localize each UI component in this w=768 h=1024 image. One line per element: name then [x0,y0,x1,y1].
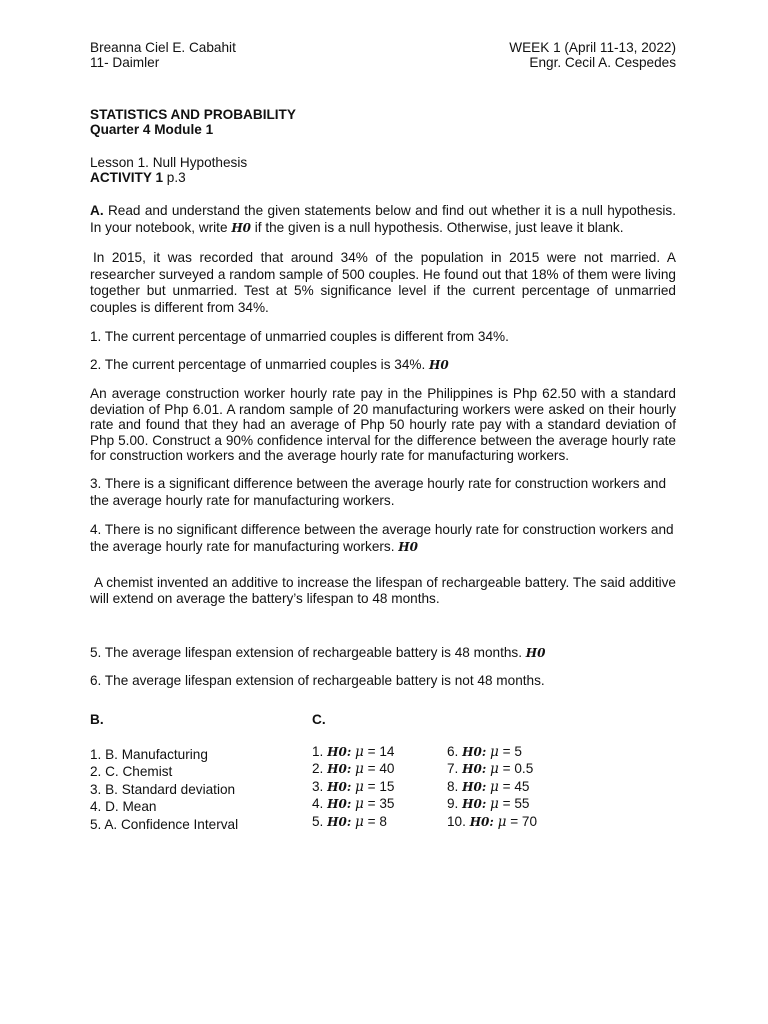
section-c-label: C. [312,711,326,727]
scenario-1: In 2015, it was recorded that around 34% of the population in 2015 were not married. A researcher surveyed a random sample of 500 couples. He found out that 18% of them were living together but unmarried. Test at 5% significance level if the current percentage of unmarried couples is different from 34%. [90,250,676,315]
header-right [509,40,676,70]
answer-value: = 5 [502,743,522,759]
answers-section [90,712,676,842]
mu-symbol: μ [490,743,499,760]
mu-symbol: μ [355,796,364,813]
h0-symbol: H0 [462,779,482,794]
section-c-answer: 3. H0: μ = 15 [312,778,395,795]
answer-value: = 14 [367,743,395,759]
item-4-text: 4. There is no significant difference between the average hourly rate for construction workers and the average hourly rate for manufacturing workers. [90,521,674,554]
answer-value: = 35 [367,796,395,812]
h0-symbol: H0 [231,220,251,235]
section-c-answer: 9. H0: μ = 55 [447,796,530,813]
item-6 [90,673,676,688]
answer-number: 2. [312,761,324,777]
activity-label: ACTIVITY 1 [90,170,164,185]
lesson-name: Lesson 1. Null Hypothesis [90,155,248,170]
answer-number: 7. [447,761,459,777]
scenario-3: A chemist invented an additive to increase the lifespan of rechargeable battery. The said additive will extend on average the battery’s lifespan to 48 months. [90,574,676,606]
section-c-answer: 1. H0: μ = 14 [312,743,395,760]
item-1 [90,329,676,344]
h0-symbol: H0 [327,762,347,777]
h0-symbol: H0 [327,744,347,759]
section-c-answer: 10. H0: μ = 70 [447,813,538,830]
item-6-text: 6. The average lifespan extension of rechargeable battery is not 48 months. [90,672,545,688]
mu-symbol: μ [490,796,499,813]
h0-mark: H0 [398,540,418,554]
section-c-answer: 8. H0: μ = 45 [447,778,530,795]
item-2-text: 2. The current percentage of unmarried couples is 34%. [90,357,426,372]
section-b-answer: 2. C. Chemist [90,764,173,780]
answer-number: 3. [312,778,324,794]
h0-symbol: H0 [327,814,347,829]
week-label: WEEK 1 (April 11-13, 2022) [509,40,676,55]
mu-symbol: μ [497,813,507,830]
section-b-column [90,712,300,834]
section-b-answer: 5. A. Confidence Interval [90,816,239,832]
answer-value: = 45 [502,778,530,794]
mu-symbol: μ [355,778,364,795]
header-left [90,40,236,70]
title-block [90,107,676,137]
section-a-label: A. [90,203,104,218]
h0-mark: H0 [525,645,546,660]
answer-value: = 8 [367,813,387,829]
h0-symbol: H0 [462,797,482,812]
section-c-answer: 5. H0: μ = 8 [312,813,387,830]
scenario-2: An average construction worker hourly rate pay in the Philippines is Php 62.50 with a standard deviation of Php 6.01. A random sample of 20 manufacturing workers were asked on their hourly rate and found that they had an average of Php 50 hourly rate pay with a standard deviation of Php 5.00. Construct a 90% confidence interval for the difference between the average hourly rate for construction workers and the average hourly rate for manufacturing workers. [90,386,676,463]
h0-symbol: H0 [462,744,482,759]
section-a-instructions [90,203,676,236]
h0-symbol: H0 [462,762,482,777]
answer-number: 9. [447,796,459,812]
section-c-answer: 4. H0: μ = 35 [312,796,395,813]
mu-symbol: μ [490,778,499,795]
section-c-answer: 6. H0: μ = 5 [447,743,522,760]
lesson-block [90,155,676,185]
section-a-text-before: Read and understand the given statements below and find out whether it is a null hypothesis. In your notebook, write [90,203,676,235]
section-c-column-1 [312,712,442,831]
module-title: Quarter 4 Module 1 [90,122,214,137]
h0-symbol: H0 [327,797,347,812]
section-b-answer: 3. B. Standard deviation [90,781,236,797]
mu-symbol: μ [490,761,499,778]
answer-number: 6. [447,743,459,759]
student-name: Breanna Ciel E. Cabahit [90,40,236,55]
activity-line [90,170,676,185]
section-b-label: B. [90,711,104,727]
item-5-text: 5. The average lifespan extension of rechargeable battery is 48 months. [90,644,522,660]
answer-value: = 15 [367,778,395,794]
answer-value: = 55 [502,796,530,812]
item-4 [90,521,676,557]
document-header [90,40,676,70]
subject-title: STATISTICS AND PROBABILITY [90,107,296,122]
section-c-answer: 2. H0: μ = 40 [312,761,395,778]
h0-symbol: H0 [327,779,347,794]
student-section: 11- Daimler [90,55,160,70]
answer-number: 1. [312,743,324,759]
section-c-column-2 [447,712,597,831]
teacher-name: Engr. Cecil A. Cespedes [529,55,676,70]
item-3-text: 3. There is a significant difference between the average hourly rate for construction workers and the average hourly rate for manufacturing workers. [90,475,667,508]
h0-mark: H0 [429,358,449,372]
item-1-text: 1. The current percentage of unmarried couples is different from 34%. [90,329,509,344]
section-c-list-2 [447,743,597,831]
answer-number: 8. [447,778,459,794]
mu-symbol: μ [355,743,364,760]
item-5 [90,645,676,661]
h0-symbol: H0 [469,814,490,829]
section-c-answer: 7. H0: μ = 0.5 [447,761,534,778]
section-b-answer: 1. B. Manufacturing [90,746,208,762]
section-a-text-after: if the given is a null hypothesis. Otherwise, just leave it blank. [251,219,624,235]
answer-number: 10. [447,813,466,829]
section-b-answer: 4. D. Mean [90,799,157,815]
mu-symbol: μ [355,761,364,778]
answer-number: 4. [312,796,324,812]
section-b-list [90,746,300,834]
activity-page: p.3 [163,170,186,185]
answer-value: = 70 [510,813,538,829]
item-2 [90,357,676,373]
answer-number: 5. [312,813,324,829]
answer-value: = 0.5 [502,761,534,777]
section-c-list-1 [312,743,442,831]
mu-symbol: μ [355,813,364,830]
document-page [90,40,676,842]
item-3 [90,475,676,510]
answer-value: = 40 [367,761,395,777]
